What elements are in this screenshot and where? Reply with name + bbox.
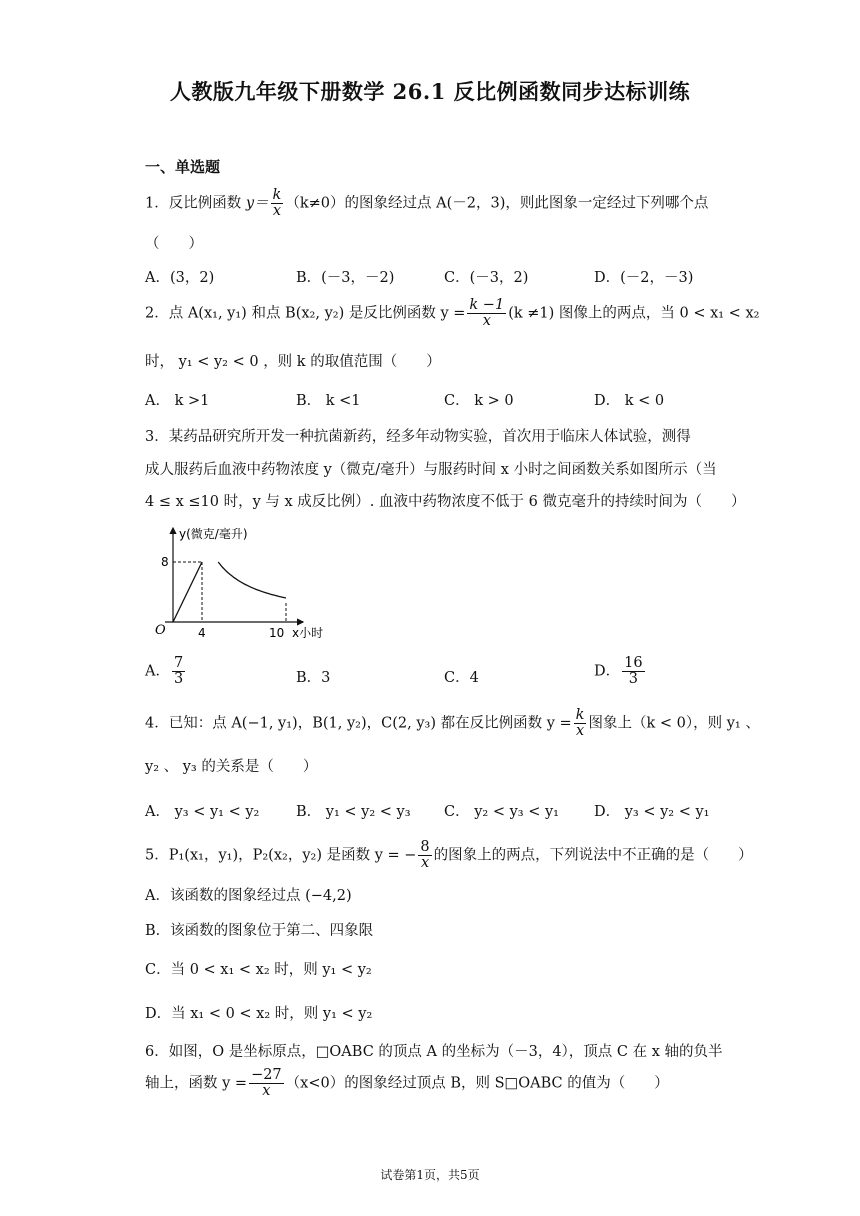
q6-line1: 6．如图，O 是坐标原点，□OABC 的顶点 A 的坐标为（－3，4），顶点 C 在 x 轴的负半 bbox=[145, 1044, 723, 1060]
q6-post2: （x<0）的图象经过顶点 B，则 S□OABC 的值为（ ） bbox=[285, 1075, 669, 1092]
q2-fraction bbox=[467, 298, 506, 329]
section-heading: 一、单选题 bbox=[145, 158, 221, 176]
q1-pre: 1．反比例函数 bbox=[145, 195, 246, 212]
q3-a-num: 7 bbox=[173, 655, 184, 671]
q5-option-a: A．该函数的图象经过点 (−4,2) bbox=[145, 888, 352, 904]
q2-frac-den: x bbox=[482, 313, 491, 330]
q6-frac-num: −27 bbox=[251, 1067, 282, 1083]
page-footer: 试卷第1页，共5页 bbox=[380, 1168, 480, 1182]
q1-paren: （ ） bbox=[145, 236, 203, 252]
q6-pre2: 轴上，函数 y = bbox=[145, 1075, 248, 1092]
q3-d-fraction bbox=[622, 656, 644, 687]
q1-option-b: B．(－3，－2) bbox=[296, 270, 395, 286]
q4-fraction bbox=[574, 708, 587, 739]
q5-option-d: D．当 x₁ < 0 < x₂ 时，则 y₁ < y₂ bbox=[145, 1006, 373, 1022]
q2-option-a: A． k >1 bbox=[145, 393, 210, 409]
q3-d-label: D． bbox=[594, 663, 621, 680]
q5-option-c: C．当 0 < x₁ < x₂ 时，则 y₁ < y₂ bbox=[145, 962, 372, 978]
q3-graph bbox=[145, 520, 345, 645]
q1-option-d: D．(－2，－3) bbox=[594, 270, 694, 286]
q4-option-b: B． y₁ < y₂ < y₃ bbox=[296, 804, 411, 820]
q3-d-den: 3 bbox=[628, 671, 638, 688]
q3-a-den: 3 bbox=[173, 671, 184, 688]
q5-frac-num: 8 bbox=[420, 839, 430, 855]
q4-line2: y₂ 、 y₃ 的关系是（ ） bbox=[145, 759, 318, 775]
q4-frac-den: x bbox=[575, 723, 585, 740]
page-title: 人教版九年级下册数学 26.1 反比例函数同步达标训练 bbox=[169, 79, 691, 104]
q2-pre: 2．点 A(x₁, y₁) 和点 B(x₂, y₂) 是反比例函数 y = bbox=[145, 305, 466, 322]
q5-pre: 5．P₁(x₁，y₁)，P₂(x₂，y₂) 是函数 y = − bbox=[145, 847, 417, 864]
q6-fraction bbox=[249, 1068, 284, 1099]
graph-x-tick-10: 10 bbox=[269, 626, 285, 640]
q2-frac-num: k −1 bbox=[469, 297, 505, 313]
q6-frac-den: x bbox=[262, 1083, 271, 1100]
q3-line1: 3．某药品研究所开发一种抗菌新药，经多年动物实验，首次用于临床人体试验，测得 bbox=[145, 429, 691, 445]
graph-origin: O bbox=[155, 623, 166, 638]
q4-frac-num: k bbox=[575, 707, 585, 723]
q4-pre: 4．已知：点 A(−1, y₁)，B(1, y₂)，C(2, y₃) 都在反比例函数 y = bbox=[145, 715, 572, 732]
graph-x-tick-4: 4 bbox=[198, 626, 206, 640]
q4-option-d: D． y₃ < y₂ < y₁ bbox=[594, 804, 710, 820]
q4-stem bbox=[145, 708, 760, 739]
inverse-curve bbox=[218, 562, 286, 598]
rising-segment bbox=[173, 562, 202, 622]
q4-post: 图象上（k < 0），则 y₁ 、 bbox=[588, 715, 760, 732]
q1-option-a: A．(3，2) bbox=[145, 270, 215, 286]
graph-xlabel: x小时 bbox=[292, 626, 324, 640]
q1-frac-den: x bbox=[272, 203, 282, 220]
q3-option-b: B．3 bbox=[296, 670, 331, 686]
graph-y-tick: 8 bbox=[161, 555, 169, 569]
q1-stem bbox=[145, 188, 708, 219]
q2-option-b: B． k <1 bbox=[296, 393, 361, 409]
q4-option-a: A． y₃ < y₁ < y₂ bbox=[145, 804, 260, 820]
q3-option-a bbox=[145, 656, 187, 687]
q1-option-c: C．(－3，2) bbox=[444, 270, 529, 286]
q5-frac-den: x bbox=[420, 855, 430, 872]
q5-stem bbox=[145, 840, 753, 871]
q5-option-b: B．该函数的图象位于第二、四象限 bbox=[145, 923, 374, 939]
q5-post: 的图象上的两点，下列说法中不正确的是（ ） bbox=[433, 847, 753, 864]
q3-a-fraction bbox=[172, 656, 185, 687]
q3-d-num: 16 bbox=[624, 655, 643, 671]
q1-frac-num: k bbox=[272, 187, 282, 203]
q3-line2: 成人服药后血液中药物浓度 y（微克/毫升）与服药时间 x 小时之间函数关系如图所示（当 bbox=[145, 462, 717, 478]
q2-option-d: D． k < 0 bbox=[594, 393, 665, 409]
q2-stem bbox=[145, 298, 759, 329]
q2-post: (k ≠1) 图像上的两点，当 0 < x₁ < x₂ bbox=[508, 305, 760, 322]
q3-line3: 4 ≤ x ≤10 时，y 与 x 成反比例）. 血液中药物浓度不低于 6 微克毫升的持续时间为（ ） bbox=[145, 494, 746, 510]
q1-y-eq: y＝ bbox=[245, 195, 269, 212]
q4-option-c: C． y₂ < y₃ < y₁ bbox=[444, 804, 559, 820]
graph-ylabel: y(微克/毫升) bbox=[179, 527, 248, 541]
q2-line2: 时， y₁ < y₂ < 0 ，则 k 的取值范围（ ） bbox=[145, 354, 441, 370]
q1-post: （k≠0）的图象经过点 A(－2，3)，则此图象一定经过下列哪个点 bbox=[285, 195, 709, 212]
q3-option-d bbox=[594, 656, 647, 687]
q3-a-label: A． bbox=[145, 663, 170, 680]
q3-option-c: C．4 bbox=[444, 670, 479, 686]
q2-option-c: C． k > 0 bbox=[444, 393, 514, 409]
q6-line2 bbox=[145, 1068, 669, 1099]
q5-fraction bbox=[418, 840, 431, 871]
q1-fraction bbox=[271, 188, 284, 219]
